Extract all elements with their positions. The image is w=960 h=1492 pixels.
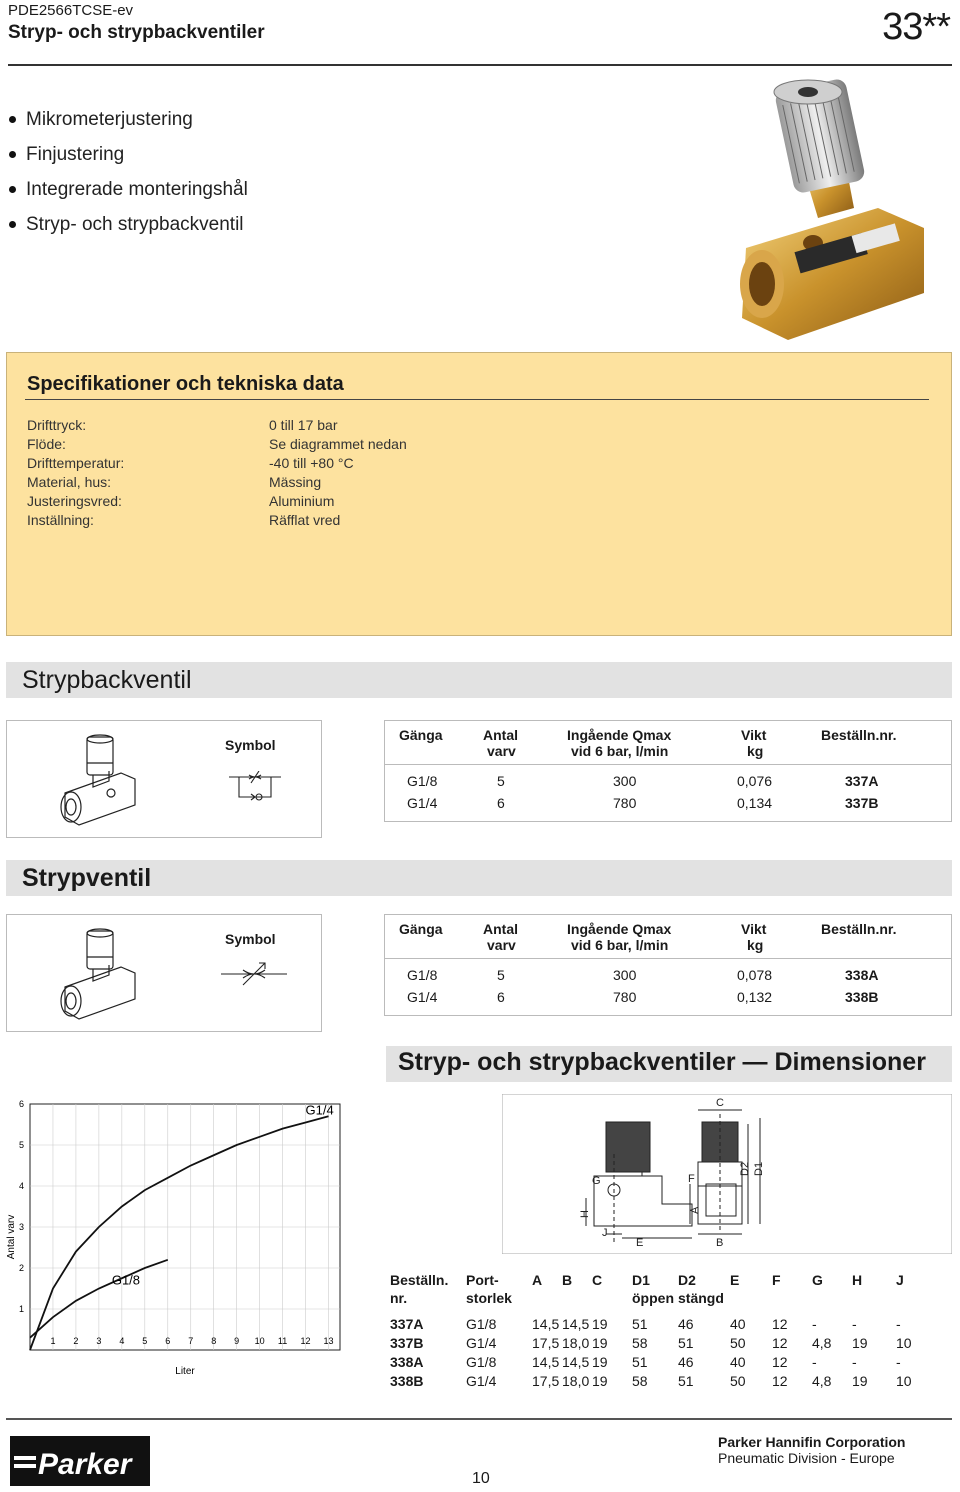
dim-table-cell: 19 — [592, 1354, 608, 1370]
dim-table-cell: 51 — [632, 1316, 648, 1332]
y-tick-label: 3 — [18, 1222, 24, 1232]
dim-label-e: E — [636, 1237, 644, 1249]
dim-col-header: D1 — [632, 1272, 650, 1288]
col-header: Vikt — [741, 727, 767, 743]
dim-table-cell: 4,8 — [812, 1335, 832, 1351]
col-header: Beställn.nr. — [821, 727, 897, 743]
spec-label: Inställning: — [27, 512, 94, 528]
y-tick-label: 6 — [18, 1099, 24, 1109]
spec-value: -40 till +80 °C — [269, 455, 354, 471]
dim-table-cell: 19 — [852, 1373, 868, 1389]
dim-table-cell: 337A — [390, 1316, 424, 1332]
dim-label-d1: D1 — [753, 1161, 765, 1176]
dim-table-cell: 14,5 — [562, 1354, 590, 1370]
dim-table-cell: 46 — [678, 1354, 694, 1370]
dim-table-cell: 51 — [678, 1373, 694, 1389]
dim-table-cell: 4,8 — [812, 1373, 832, 1389]
dim-table-cell: 17,5 — [532, 1373, 560, 1389]
strypback-table — [384, 720, 952, 822]
col-header: Ingående Qmax — [567, 921, 672, 937]
y-tick-label: 1 — [18, 1304, 24, 1314]
dim-table-cell: 40 — [730, 1316, 746, 1332]
spec-label: Drifttemperatur: — [27, 455, 125, 471]
dim-table-cell: - — [896, 1354, 901, 1370]
spec-label: Flöde: — [27, 436, 66, 452]
y-tick-label: 5 — [18, 1140, 24, 1150]
dim-table-cell: 337B — [390, 1335, 424, 1351]
company-name: Parker Hannifin Corporation — [718, 1434, 906, 1450]
dim-table-cell: 10 — [896, 1335, 912, 1351]
dim-table-cell: 12 — [772, 1373, 788, 1389]
x-tick-label: 7 — [188, 1336, 194, 1346]
feature-item: Integrerade monteringshål — [8, 172, 248, 207]
spec-label: Drifttryck: — [27, 417, 87, 433]
col-header: Ingående Qmax — [567, 727, 672, 743]
spec-value: Mässing — [269, 474, 322, 490]
dim-table-cell: 14,5 — [532, 1354, 560, 1370]
table-divider — [385, 764, 951, 765]
dim-table-cell: 12 — [772, 1335, 788, 1351]
dim-col-header: A — [532, 1272, 543, 1288]
table-cell: 338A — [845, 967, 879, 983]
x-tick-label: 4 — [119, 1336, 125, 1346]
dim-table-cell: G1/4 — [466, 1335, 497, 1351]
check-throttle-symbol-icon — [229, 771, 281, 803]
x-tick-label: 1 — [50, 1336, 56, 1346]
footer-rule — [6, 1418, 952, 1420]
x-tick-label: 8 — [211, 1336, 217, 1346]
dim-col-header: D2 — [678, 1272, 696, 1288]
dim-label-f: F — [688, 1173, 695, 1185]
dim-table-cell: 14,5 — [532, 1316, 560, 1332]
spec-rule — [25, 399, 929, 400]
dim-table-cell: 19 — [852, 1335, 868, 1351]
dim-table-cell: 18,0 — [562, 1373, 590, 1389]
dim-label-g: G — [592, 1175, 601, 1187]
table-cell: 337B — [845, 795, 879, 811]
feature-item: Finjustering — [8, 137, 248, 172]
symbol-label: Symbol — [225, 931, 276, 947]
strypback-symbol-box — [6, 720, 322, 838]
parker-logo — [10, 1436, 150, 1486]
dim-table-cell: 338A — [390, 1354, 424, 1370]
dim-label-j: J — [602, 1227, 608, 1239]
dim-table-cell: 14,5 — [562, 1316, 590, 1332]
stryp-symbol-box — [6, 914, 322, 1032]
col-header: vid 6 bar, l/min — [571, 743, 669, 759]
x-tick-label: 6 — [165, 1336, 171, 1346]
stryp-table — [384, 914, 952, 1016]
col-header: kg — [747, 743, 764, 759]
col-header: Antal — [483, 727, 518, 743]
x-tick-label: 11 — [277, 1336, 288, 1346]
table-cell: G1/4 — [407, 989, 438, 1005]
dim-table-cell: 10 — [896, 1373, 912, 1389]
dimensions-band — [386, 1046, 952, 1082]
dim-col-header: stängd — [678, 1290, 724, 1306]
table-cell: 300 — [613, 773, 637, 789]
dim-col-header: öppen — [632, 1290, 674, 1306]
dimensions-heading: Stryp- och strypbackventiler — Dimensioner — [398, 1048, 926, 1076]
dim-table-cell: - — [896, 1316, 901, 1332]
spec-value: Aluminium — [269, 493, 335, 509]
feature-list — [8, 102, 248, 242]
dim-table-cell: 58 — [632, 1373, 648, 1389]
y-tick-label: 2 — [18, 1263, 24, 1273]
dim-table-cell: G1/4 — [466, 1373, 497, 1389]
table-cell: 0,132 — [737, 989, 773, 1005]
symbol-label: Symbol — [225, 737, 276, 753]
series-label: G1/8 — [111, 1272, 141, 1288]
dim-col-header: G — [812, 1272, 823, 1288]
logo-text: Parker — [38, 1448, 132, 1481]
table-cell: 338B — [845, 989, 879, 1005]
dim-table-cell: 19 — [592, 1373, 608, 1389]
section-band-strypback — [6, 662, 952, 698]
section-band-stryp — [6, 860, 952, 896]
feature-item: Mikrometerjustering — [8, 102, 248, 137]
header-rule — [8, 64, 952, 66]
feature-item: Stryp- och strypbackventil — [8, 207, 248, 242]
table-cell: G1/8 — [407, 773, 438, 789]
spec-panel — [6, 352, 952, 636]
table-cell: 0,076 — [737, 773, 773, 789]
dim-col-header: B — [562, 1272, 573, 1288]
col-header: vid 6 bar, l/min — [571, 937, 669, 953]
spec-value: 0 till 17 bar — [269, 417, 338, 433]
dim-label-a: A — [689, 1206, 701, 1214]
dim-table-cell: - — [852, 1316, 857, 1332]
col-header: varv — [487, 937, 516, 953]
dim-table-cell: 50 — [730, 1373, 746, 1389]
section-number: 33** — [882, 6, 950, 48]
dim-table-cell: 19 — [592, 1316, 608, 1332]
col-header: Gänga — [399, 727, 443, 743]
document-title: Stryp- och strypbackventiler — [8, 22, 265, 43]
y-tick-label: 4 — [18, 1181, 24, 1191]
x-tick-label: 10 — [254, 1336, 265, 1346]
dim-table-cell: 51 — [678, 1335, 694, 1351]
dim-table-cell: 40 — [730, 1354, 746, 1370]
col-header: Vikt — [741, 921, 767, 937]
x-axis-label: Liter — [175, 1366, 195, 1377]
x-tick-label: 2 — [73, 1336, 79, 1346]
section-heading: Strypbackventil — [22, 666, 192, 694]
dim-col-header: F — [772, 1272, 781, 1288]
dim-table-cell: 18,0 — [562, 1335, 590, 1351]
table-divider — [385, 958, 951, 959]
dim-table-cell: 50 — [730, 1335, 746, 1351]
dim-table-cell: 338B — [390, 1373, 424, 1389]
dim-col-header: Port- — [466, 1272, 499, 1288]
dim-table-cell: - — [812, 1354, 817, 1370]
dim-label-b: B — [716, 1237, 724, 1249]
dim-col-header: Beställn. — [390, 1272, 449, 1288]
page-number: 10 — [472, 1470, 490, 1487]
dim-table-cell: - — [852, 1354, 857, 1370]
spec-label: Justeringsvred: — [27, 493, 122, 509]
valve-photo — [728, 78, 928, 358]
document-code: PDE2566TCSE-ev — [8, 2, 134, 19]
dim-table-cell: G1/8 — [466, 1354, 497, 1370]
dim-col-header: H — [852, 1272, 863, 1288]
table-cell: 780 — [613, 989, 637, 1005]
dim-table-cell: G1/8 — [466, 1316, 497, 1332]
x-tick-label: 3 — [96, 1336, 102, 1346]
y-axis-label: Antal varv — [6, 1214, 17, 1260]
series-line-1 — [30, 1116, 329, 1350]
table-cell: 6 — [497, 795, 505, 811]
table-cell: G1/4 — [407, 795, 438, 811]
dimension-drawing — [502, 1094, 952, 1254]
dim-col-header: storlek — [466, 1290, 512, 1306]
x-tick-label: 5 — [142, 1336, 148, 1346]
table-cell: 780 — [613, 795, 637, 811]
table-cell: 0,078 — [737, 967, 773, 983]
dim-col-header: nr. — [390, 1290, 408, 1306]
col-header: Antal — [483, 921, 518, 937]
spec-heading: Specifikationer och tekniska data — [27, 373, 344, 395]
valve-drawing — [51, 733, 147, 829]
series-label: G1/4 — [305, 1102, 334, 1118]
table-cell: 6 — [497, 989, 505, 1005]
table-cell: 0,134 — [737, 795, 773, 811]
dim-table-cell: 51 — [632, 1354, 648, 1370]
dim-label-d2: D2 — [739, 1161, 751, 1176]
dim-col-header: J — [896, 1272, 904, 1288]
col-header: kg — [747, 937, 764, 953]
table-cell: G1/8 — [407, 967, 438, 983]
spec-value: Räfflat vred — [269, 512, 341, 528]
dim-table-cell: 58 — [632, 1335, 648, 1351]
dimensions-table — [388, 1272, 954, 1394]
dim-table-cell: - — [812, 1316, 817, 1332]
flow-chart — [0, 1094, 360, 1384]
col-header: Beställn.nr. — [821, 921, 897, 937]
table-cell: 300 — [613, 967, 637, 983]
dim-col-header: C — [592, 1272, 603, 1288]
dim-table-cell: 46 — [678, 1316, 694, 1332]
dim-table-cell: 17,5 — [532, 1335, 560, 1351]
spec-label: Material, hus: — [27, 474, 112, 490]
throttle-symbol-icon — [221, 961, 287, 987]
x-tick-label: 12 — [300, 1336, 311, 1346]
dim-label-h: H — [579, 1210, 591, 1218]
spec-value: Se diagrammet nedan — [269, 436, 407, 452]
section-heading: Strypventil — [22, 864, 152, 892]
table-cell: 337A — [845, 773, 879, 789]
col-header: varv — [487, 743, 516, 759]
dim-table-cell: 12 — [772, 1354, 788, 1370]
dim-table-cell: 12 — [772, 1316, 788, 1332]
table-cell: 5 — [497, 773, 505, 789]
x-tick-label: 9 — [234, 1336, 240, 1346]
table-cell: 5 — [497, 967, 505, 983]
col-header: Gänga — [399, 921, 443, 937]
x-tick-label: 13 — [323, 1336, 334, 1346]
dim-col-header: E — [730, 1272, 740, 1288]
division-name: Pneumatic Division - Europe — [718, 1450, 895, 1466]
dim-label-c: C — [716, 1097, 724, 1109]
dim-table-cell: 19 — [592, 1335, 608, 1351]
valve-drawing — [51, 927, 147, 1023]
